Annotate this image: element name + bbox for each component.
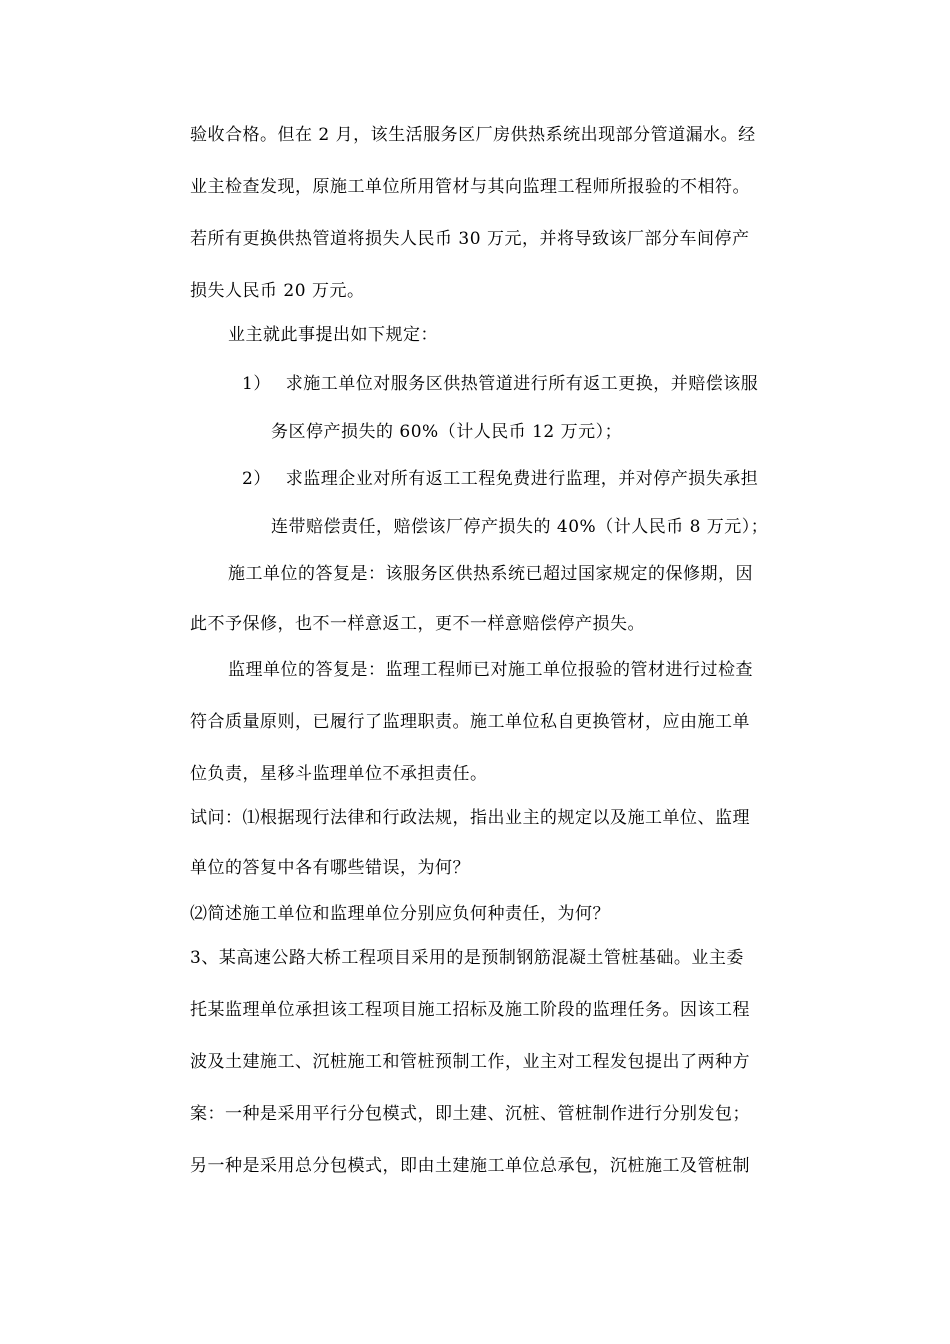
list-item-2-continued: 连带赔偿责任，赔偿该厂停产损失的 40%（计人民币 8 万元）； — [271, 517, 769, 537]
paragraph-line: 托某监理单位承担该工程项目施工招标及施工阶段的监理任务。因该工程 — [190, 1000, 750, 1020]
paragraph-line: 案：一种是采用平行分包模式，即土建、沉桩、管桩制作进行分别发包； — [190, 1104, 750, 1124]
question-line: 单位的答复中各有哪些错误，为何？ — [190, 858, 470, 878]
paragraph-line: 业主就此事提出如下规定： — [228, 325, 438, 345]
paragraph-line: 波及土建施工、沉桩施工和管桩预制工作，业主对工程发包提出了两种方 — [190, 1052, 750, 1072]
paragraph-line: 监理单位的答复是：监理工程师已对施工单位报验的管材进行过检查 — [228, 660, 753, 680]
question-line: 试问：⑴根据现行法律和行政法规，指出业主的规定以及施工单位、监理 — [190, 808, 750, 828]
paragraph-line: 位负责，星移斗监理单位不承担责任。 — [190, 764, 488, 784]
paragraph-line: 3、某高速公路大桥工程项目采用的是预制钢筋混凝土管桩基础。业主委 — [190, 948, 744, 968]
paragraph-line: 此不予保修，也不一样意返工，更不一样意赔偿停产损失。 — [190, 614, 645, 634]
paragraph-line: 业主检查发现，原施工单位所用管材与其向监理工程师所报验的不相符。 — [190, 177, 750, 197]
list-item-1-continued: 务区停产损失的 60%（计人民币 12 万元）； — [271, 422, 623, 442]
paragraph-line: 施工单位的答复是：该服务区供热系统已超过国家规定的保修期，因 — [228, 564, 753, 584]
paragraph-line: 损失人民币 20 万元。 — [190, 281, 365, 301]
paragraph-line: 若所有更换供热管道将损失人民币 30 万元，并将导致该厂部分车间停产 — [190, 229, 750, 249]
list-item-1: 1） 求施工单位对服务区供热管道进行所有返工更换，并赔偿该服 — [242, 374, 759, 394]
list-item-2: 2） 求监理企业对所有返工工程免费进行监理，并对停产损失承担 — [242, 469, 759, 489]
question-line: ⑵简述施工单位和监理单位分别应负何种责任，为何？ — [190, 904, 610, 924]
paragraph-line: 验收合格。但在 2 月，该生活服务区厂房供热系统出现部分管道漏水。经 — [190, 125, 756, 145]
paragraph-line: 符合质量原则，已履行了监理职责。施工单位私自更换管材，应由施工单 — [190, 712, 750, 732]
paragraph-line: 另一种是采用总分包模式，即由土建施工单位总承包，沉桩施工及管桩制 — [190, 1156, 750, 1176]
